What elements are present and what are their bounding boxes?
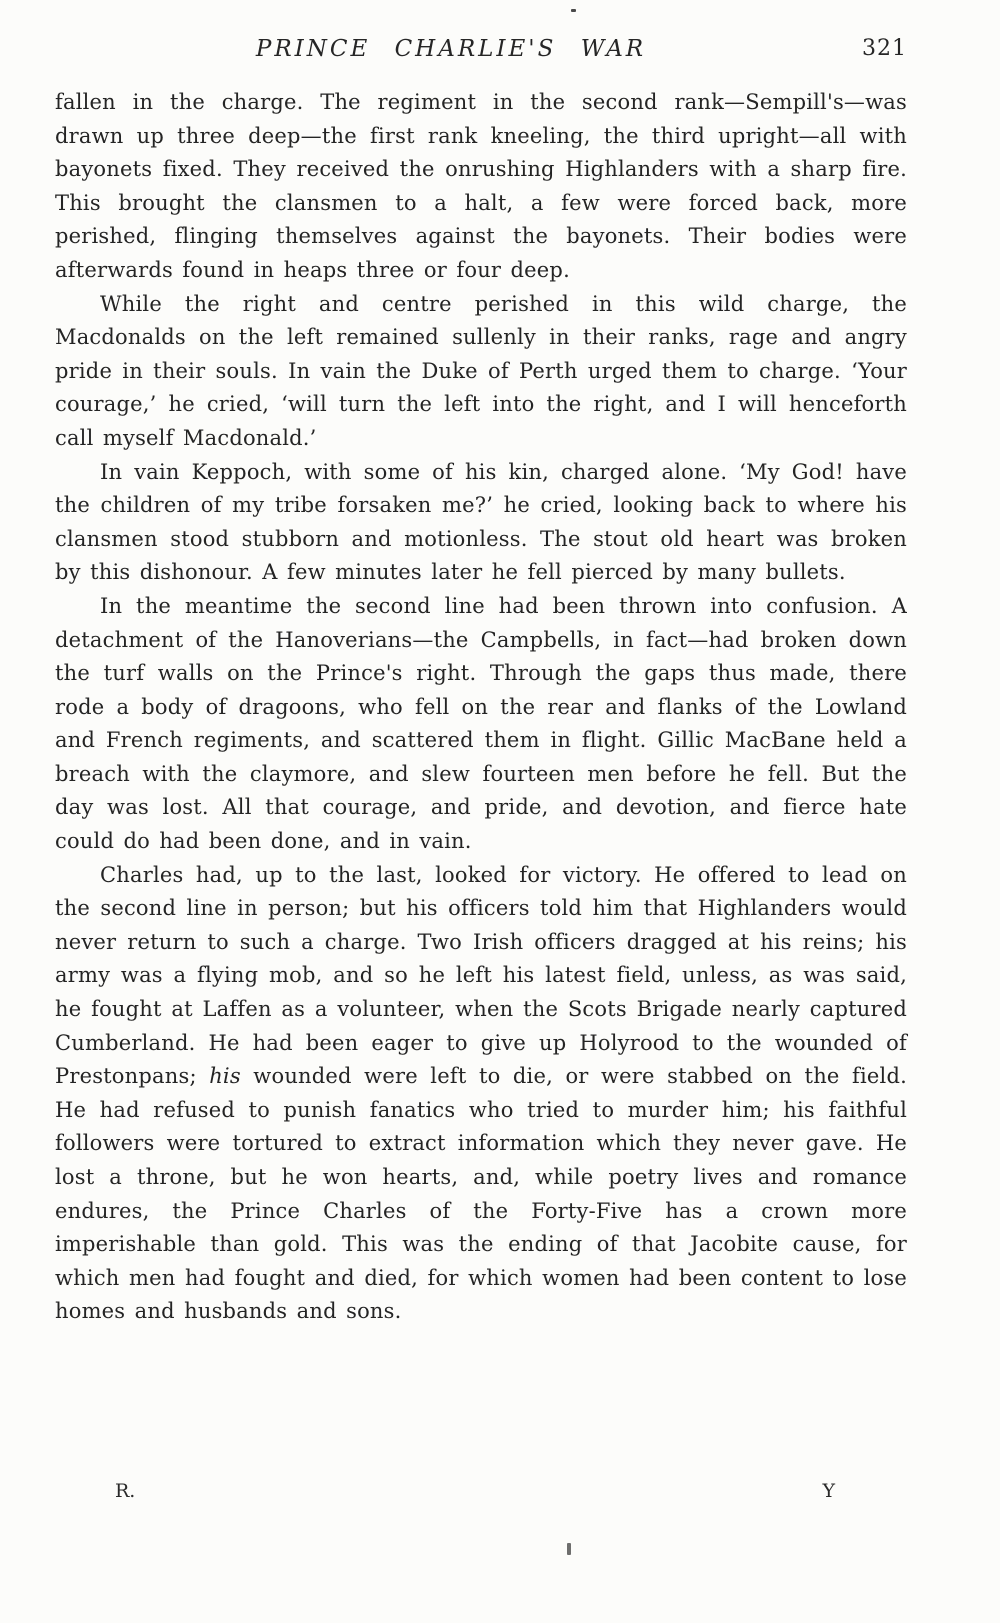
paragraph: Charles had, up to the last, looked for victory. He offered to lead on the second line in person; but his officers told him that Highlanders would never return to such a charge. Two Irish officers dragged at his reins; his army was a flying mob, and so he left his latest field, unless, as was said, he fought at Laffen as a volunteer, when the Scots Brigade nearly captured Cumberland. He had been eager to give up Holyrood to the wounded of Prestonpans; his wounded were left to die, or were stabbed on the field. He had refused to punish fanatics who tried to murder him; his faithful followers were tortured to extract information which they never gave. He lost a throne, but he won hearts, and, while poetry lives and romance endures, the Prince Charles of the Forty-Five has a crown more imperishable than gold. This was the ending of that Jacobite cause, for which men had fought and died, for which women had been content to lose homes and husbands and sons.: [55, 862, 907, 1324]
paragraph: While the right and centre perished in this wild charge, the Macdonalds on the left remained sullenly in their ranks, rage and angry pride in their souls. In vain the Duke of Perth urged them to charge. ‘Your courage,’ he cried, ‘will turn the left into the right, and I will henceforth call myself Macdonald.’: [55, 291, 907, 450]
page-header: [55, 36, 907, 70]
paragraph: In the meantime the second line had been thrown into confusion. A detachment of the Hanoverians—the Campbells, in fact—had broken down the turf walls on the Prince's right. Through the gaps thus made, there rode a body of dragoons, who fell on the rear and flanks of the Lowland and French regiments, and scattered them in flight. Gillic MacBane held a breach with the claymore, and slew fourteen men before he fell. But the day was lost. All that courage, and pride, and devotion, and fierce hate could do had been done, and in vain.: [55, 593, 907, 854]
scan-artifact-top: [571, 9, 576, 12]
signature-mark-left: R.: [115, 1480, 136, 1502]
paragraph: In vain Keppoch, with some of his kin, charged alone. ‘My God! have the children of my tribe forsaken me?’ he cried, looking back to where his clansmen stood stubborn and motionless. The stout old heart was broken by this dishonour. A few minutes later he fell pierced by many bullets.: [55, 459, 907, 585]
page-number: 321: [862, 36, 907, 61]
running-title: PRINCE CHARLIE'S WAR: [255, 36, 647, 62]
signature-mark-right: Y: [822, 1480, 835, 1502]
scan-artifact-bottom: [567, 1543, 571, 1555]
text-block: [55, 86, 907, 1329]
page-footer: [55, 1480, 907, 1502]
paragraph: fallen in the charge. The regiment in the second rank—Sempill's—was drawn up three deep—the first rank kneeling, the third upright—all with bayonets fixed. They received the onrushing Highlanders with a sharp fire. This brought the clansmen to a halt, a few were forced back, more perished, flinging themselves against the bayonets. Their bodies were afterwards found in heaps three or four deep.: [55, 90, 907, 282]
